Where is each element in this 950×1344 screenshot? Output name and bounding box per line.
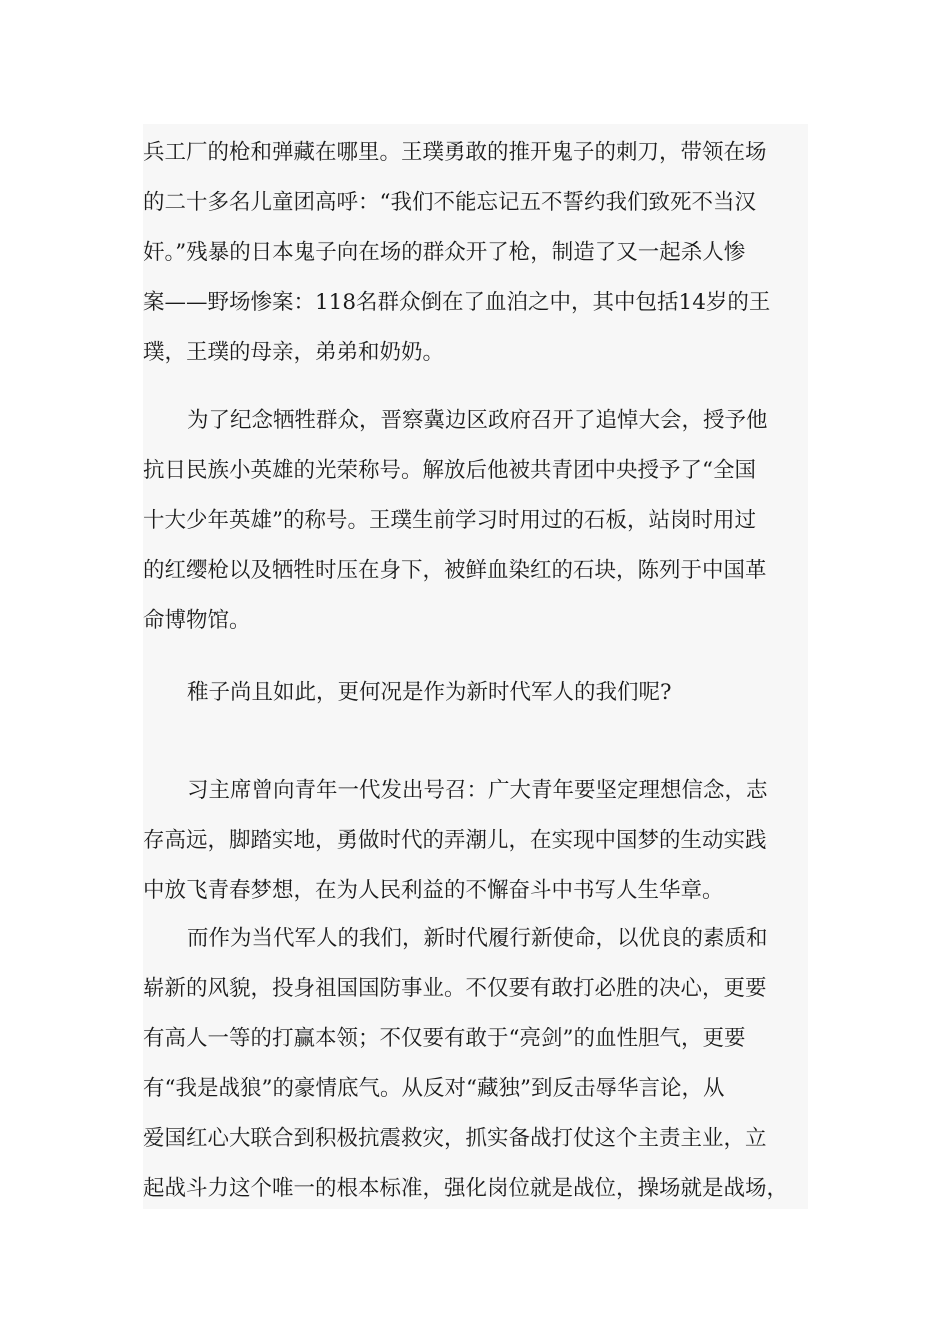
paragraph-2: [143, 396, 813, 646]
paragraph-4: [143, 766, 813, 916]
paragraph-line: 稚子尚且如此，更何况是作为新时代军人的我们呢?: [187, 680, 672, 705]
paragraph-line: 习主席曾向青年一代发出号召：广大青年要坚定理想信念，志: [187, 778, 768, 803]
paragraph-line: 而作为当代军人的我们，新时代履行新使命，以优良的素质和: [187, 926, 768, 951]
paragraph-line: 爱国红心大联合到积极抗震救灾，抓实备战打仗这个主责主业，立: [143, 1126, 767, 1151]
paragraph-line: 起战斗力这个唯一的根本标准，强化岗位就是战位，操场就是战场，: [143, 1176, 789, 1201]
paragraph-line: 中放飞青春梦想，在为人民利益的不懈奋斗中书写人生华章。: [143, 878, 724, 903]
paragraph-line: 案——野场惨案：118名群众倒在了血泊之中，其中包括14岁的王: [143, 290, 771, 315]
paragraph-line: 崭新的风貌，投身祖国国防事业。不仅要有敢打必胜的决心，更要: [143, 976, 767, 1001]
paragraph-5: [143, 914, 813, 1214]
paragraph-line: 命博物馆。: [143, 608, 251, 633]
paragraph-line: 的二十多名儿童团高呼：“我们不能忘记五不誓约我们致死不当汉: [143, 190, 756, 215]
paragraph-line: 兵工厂的枪和弹藏在哪里。王璞勇敢的推开鬼子的刺刀，带领在场: [143, 140, 767, 165]
paragraph-line: 的红缨枪以及牺牲时压在身下，被鲜血染红的石块，陈列于中国革: [143, 558, 767, 583]
paragraph-1: [143, 128, 813, 378]
paragraph-line: 十大少年英雄”的称号。王璞生前学习时用过的石板，站岗时用过: [143, 508, 756, 533]
paragraph-line: 有高人一等的打赢本领；不仅要有敢于“亮剑”的血性胆气，更要: [143, 1026, 746, 1051]
paragraph-line: 为了纪念牺牲群众，晋察冀边区政府召开了追悼大会，授予他: [187, 408, 768, 433]
paragraph-line: 璞，王璞的母亲，弟弟和奶奶。: [143, 340, 445, 365]
paragraph-line: 存高远，脚踏实地，勇做时代的弄潮儿，在实现中国梦的生动实践: [143, 828, 767, 853]
paragraph-3: [143, 668, 813, 718]
paragraph-line: 有“我是战狼”的豪情底气。从反对“藏独”到反击辱华言论，从: [143, 1076, 725, 1101]
paragraph-line: 抗日民族小英雄的光荣称号。解放后他被共青团中央授予了“全国: [143, 458, 756, 483]
paragraph-line: 奸。”残暴的日本鬼子向在场的群众开了枪，制造了又一起杀人惨: [143, 240, 746, 265]
